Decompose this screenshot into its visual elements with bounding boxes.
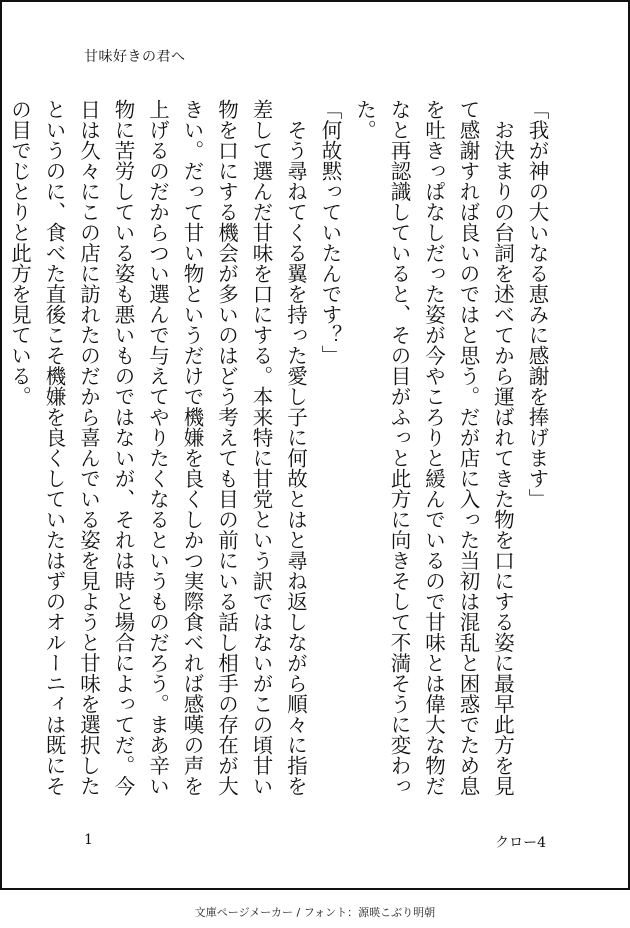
footer-credit: 文庫ページメーカー / フォント：源暎こぶり明朝 <box>194 906 436 919</box>
page-number: 1 <box>84 832 93 848</box>
paragraph: 「何故黙っていたんです？」 <box>318 99 342 366</box>
paragraph: お決まりの台詞を述べてから運ばれてきた物を口にする姿に最早此方を見て感謝すれば良いのではと思う。だが店に入った当初は混乱と困惑でため息を吐きっぱなしだった姿が今やころりと緩んでいるので甘味とは偉大な物だなと再認識していると、その目がふっと此方に向きそして不満そうに変わった。 <box>352 99 515 796</box>
vertical-body-text <box>7 99 554 799</box>
paragraph: そう尋ねてくる翼を持った愛し子に何故とはと尋ね返しながら順々に指を差して選んだ甘味を口にする。本来特に甘党という訳ではないがこの頃甘い物を口にする機会が多いのはどう考えても目の前にいる話し相手の存在が大きい。だって甘い物というだけで機嫌を良くしかつ実際食べれば感嘆の声を上げるのだからつい選んで与えてやりたくなるというものだろう。まあ辛い物に苦労している姿も悪いものではないが、それは時と場合によってだ。今日は久々にこの店に訪れたのだから喜んでいる姿を見ようと甘味を選択したというのに、食べた直後こそ機嫌を良くしていたはずのオルーニィは既にその目でじとりと此方を見ている。 <box>7 99 308 796</box>
chapter-label: クロー4 <box>495 835 546 851</box>
running-title: 甘味好きの君へ <box>84 49 186 65</box>
paragraph: 「我が神の大いなる恵みに感謝を捧げます」 <box>525 99 549 509</box>
paragraph <box>0 99 2 799</box>
